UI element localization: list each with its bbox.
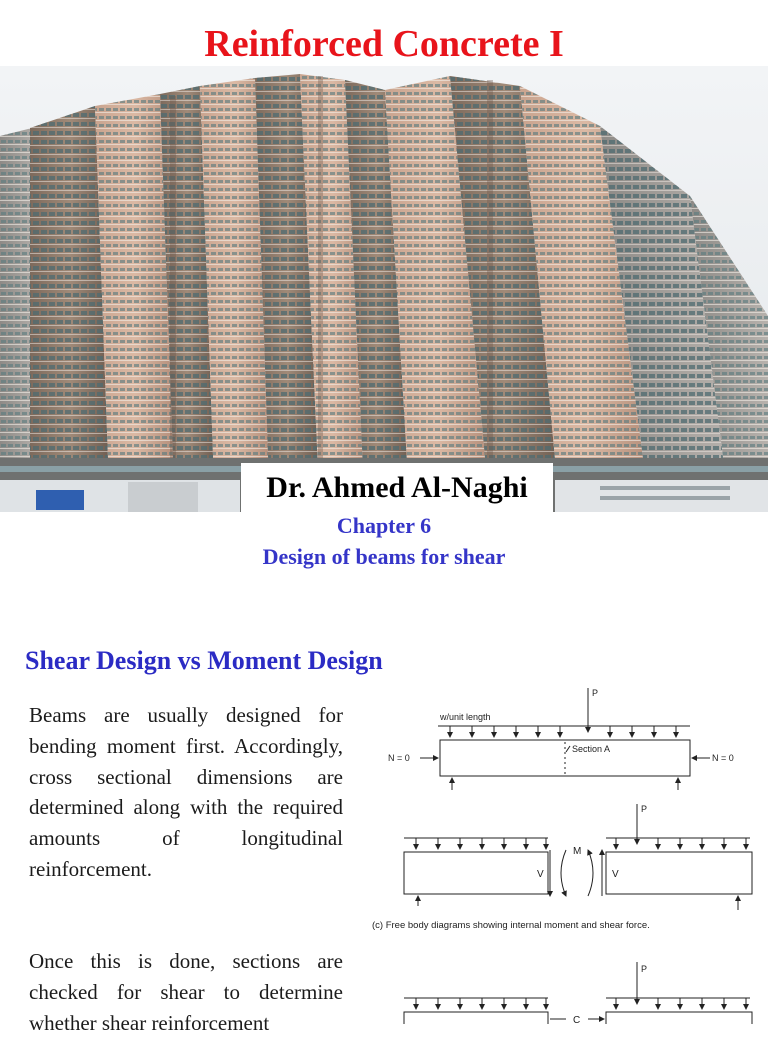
shear-left-label: V — [537, 869, 544, 880]
moment-label: M — [573, 846, 582, 857]
load-p-label-bottom: P — [641, 964, 648, 974]
section-heading: Shear Design vs Moment Design — [25, 646, 383, 675]
free-body-pair-diagram — [372, 804, 752, 931]
free-body-diagram — [370, 682, 760, 1024]
body-paragraph-1: Beams are usually designed for bending moment first. Accordingly, cross sectional dimensions are determined along with the required amounts of longitudinal reinforcement. — [29, 703, 343, 881]
shear-right-label: V — [612, 869, 619, 880]
chapter-label: Chapter 6 — [336, 513, 432, 538]
section-a-label: Section A — [572, 744, 611, 754]
internal-force-diagram — [404, 962, 752, 1024]
load-p-label-fbd: P — [641, 804, 648, 814]
axial-left-label: N = 0 — [388, 753, 410, 763]
chapter-subtitle: Design of beams for shear — [262, 544, 506, 569]
figure-caption-c: (c) Free body diagrams showing internal moment and shear force. — [372, 920, 650, 931]
full-beam-diagram — [388, 688, 734, 790]
axial-right-label: N = 0 — [712, 753, 734, 763]
body-paragraph-2: Once this is done, sections are checked for shear to determine whether shear reinforcement — [29, 949, 343, 1035]
slide-title: Reinforced Concrete I — [204, 23, 564, 65]
load-p-label: P — [592, 688, 599, 698]
force-c-label: C — [573, 1015, 581, 1024]
load-w-label: w/unit length — [440, 712, 491, 722]
building-photo — [0, 66, 768, 512]
author-name: Dr. Ahmed Al-Naghi — [241, 463, 553, 513]
